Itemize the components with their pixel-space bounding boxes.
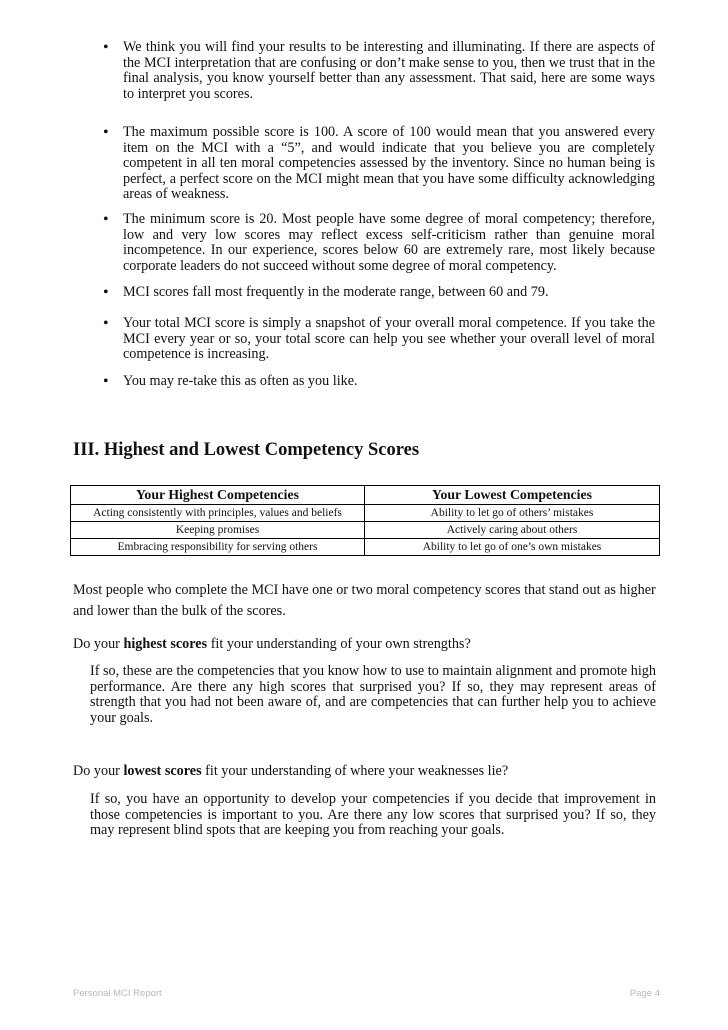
highest-competency-cell: Keeping promises	[71, 522, 365, 539]
bullet-item	[103, 316, 655, 363]
intro-paragraph: Most people who complete the MCI have one or two moral competency scores that stand out as higher and lower than the bulk of the scores.	[73, 582, 656, 619]
bullet-icon: •	[103, 284, 109, 301]
lowest-scores-answer: If so, you have an opportunity to develop your competencies if you decide that improvement in those competencies is important to you. Are there any low scores that surprised you? If so, they may represent blind spots that are keeping you from reaching your goals.	[90, 791, 656, 839]
bullet-icon: •	[103, 373, 109, 390]
highest-competencies-header: Your Highest Competencies	[71, 486, 365, 505]
question-tail-text: fit your understanding of where your weaknesses lie?	[201, 763, 509, 779]
table-row	[71, 539, 660, 556]
question-tail-text: fit your understanding of your own strengths?	[207, 636, 471, 652]
lowest-competency-cell: Ability to let go of one’s own mistakes	[365, 539, 660, 556]
competency-table	[70, 485, 660, 556]
highest-competency-cell: Embracing responsibility for serving others	[71, 539, 365, 556]
bullet-icon: •	[103, 39, 109, 56]
footer-page-number: Page 4	[629, 988, 660, 999]
bullet-item	[103, 125, 655, 203]
bullet-item	[103, 212, 655, 274]
highest-scores-question	[73, 636, 471, 653]
table-row	[71, 505, 660, 522]
question-emphasis: lowest scores	[123, 763, 202, 779]
question-emphasis: highest scores	[123, 636, 208, 652]
bullet-text: You may re-take this as often as you like.	[123, 373, 358, 389]
lowest-competency-cell: Actively caring about others	[365, 522, 660, 539]
bullet-text: We think you will find your results to be interesting and illuminating. If there are aspects of the MCI interpretation that are confusing or don’t make sense to you, then we trust that in the final analysis, you know yourself better than any assessment. That said, here are some ways to interpret you scores.	[123, 39, 655, 102]
bullet-item	[103, 40, 655, 102]
lowest-competency-cell: Ability to let go of others’ mistakes	[365, 505, 660, 522]
footer-report-title: Personal MCI Report	[73, 988, 162, 999]
bullet-item	[103, 285, 655, 301]
bullet-text: MCI scores fall most frequently in the moderate range, between 60 and 79.	[123, 284, 549, 300]
lowest-competencies-header: Your Lowest Competencies	[365, 486, 660, 505]
section-heading: III. Highest and Lowest Competency Scores	[73, 440, 420, 460]
table-header-row	[71, 486, 660, 505]
highest-competency-cell: Acting consistently with principles, values and beliefs	[71, 505, 365, 522]
highest-scores-answer: If so, these are the competencies that you know how to use to maintain alignment and promote high performance. Are there any high scores that surprised you? If so, they may represent areas of strength that you had not been aware of, and are competencies that can further help you to achieve your goals.	[90, 663, 656, 726]
bullet-text: The maximum possible score is 100. A score of 100 would mean that you answered every item on the MCI with a “5”, and would indicate that you believe you are completely competent in all ten moral competencies assessed by the inventory. Since no human being is perfect, a perfect score on the MCI might mean that you have some difficulty acknowledging areas of weakness.	[123, 124, 655, 203]
bullet-text: The minimum score is 20. Most people have some degree of moral competency; therefore, low and very low scores may reflect excess self-criticism rather than genuine moral incompetence. In our experience, scores below 60 are extremely rare, most likely because corporate leaders do not succeed without some degree of moral competency.	[123, 211, 655, 274]
bullet-item	[103, 374, 655, 390]
question-lead-text: Do your	[73, 636, 124, 652]
lowest-scores-question	[73, 763, 508, 780]
bullet-icon: •	[103, 211, 109, 228]
bullet-icon: •	[103, 315, 109, 332]
table-row	[71, 522, 660, 539]
bullet-text: Your total MCI score is simply a snapshot of your overall moral competence. If you take the MCI every year or so, your total score can help you see whether your overall level of moral competence is increasing.	[123, 315, 655, 363]
bullet-icon: •	[103, 124, 109, 141]
question-lead-text: Do your	[73, 763, 124, 779]
